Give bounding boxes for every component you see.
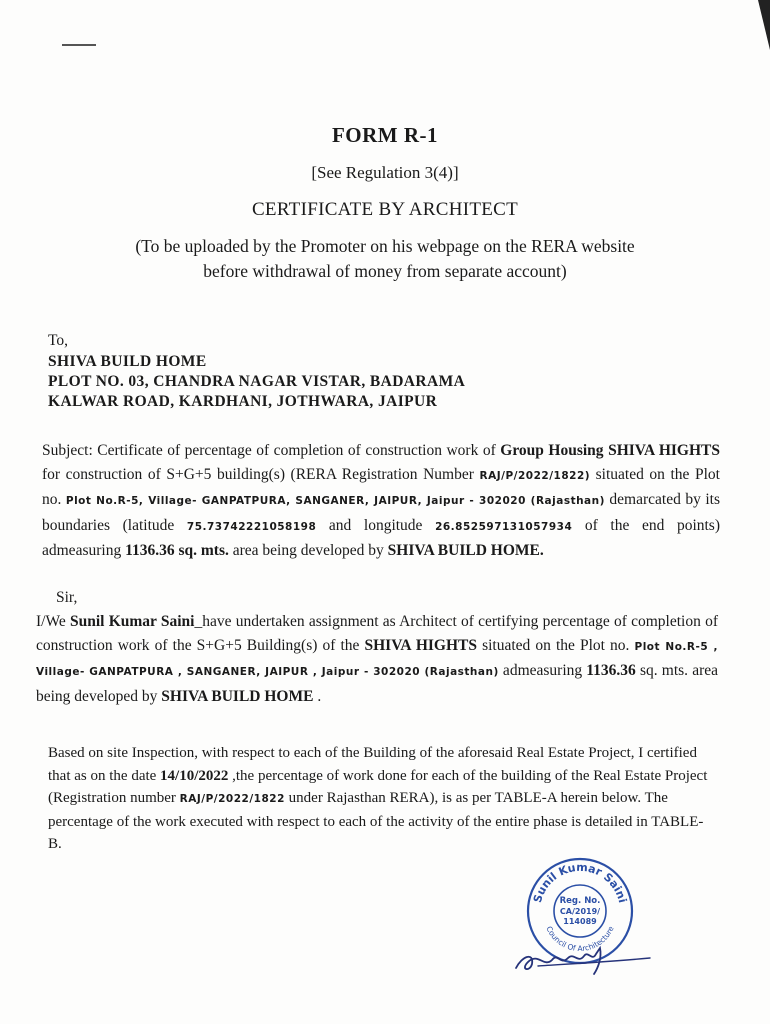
body-text: _have undertaken assignment as Architect of certifying percentage of completion of construction work of the S+G+5 Building(s) of the <box>36 613 719 654</box>
inspection-date: 14/10/2022 <box>160 767 229 784</box>
regulation-reference: [See Regulation 3(4)] <box>311 163 459 182</box>
project-type: Group Housing <box>500 442 604 459</box>
form-title: FORM R-1 <box>331 123 439 147</box>
instruction-line-1: (To be uploaded by the Promoter on his webpage on the RERA website <box>135 236 635 256</box>
seal-reg-number-2: 114089 <box>563 917 597 926</box>
latitude-value: 75.73742221058198 <box>186 520 317 533</box>
subject-paragraph <box>42 439 720 563</box>
seal-reg-label: Reg. No. <box>559 896 601 906</box>
subject-text: Subject: Certificate of percentage of completion of construction work of <box>42 442 501 459</box>
project-name: SHIVA HIGHTS <box>364 636 477 654</box>
subject-text: for construction of S+G+5 building(s) (RERA Registration Number <box>42 465 480 483</box>
subject-text: situated on the Plot no. <box>42 465 720 508</box>
developer-name: SHIVA BUILD HOME <box>161 687 314 705</box>
body-text: I/We <box>36 613 70 630</box>
rera-registration-number: RAJ/P/2022/1822 <box>179 793 285 805</box>
body-text: admeasuring <box>498 662 587 679</box>
architect-name: Sunil Kumar Saini <box>69 613 195 630</box>
longitude-value: 26.852597131057934 <box>435 520 573 533</box>
subject-text: area being developed by <box>228 542 388 559</box>
certificate-title: CERTIFICATE BY ARCHITECT <box>251 199 519 220</box>
architect-signature <box>508 938 658 978</box>
addressee-line-1: PLOT NO. 03, CHANDRA NAGAR VISTAR, BADARAMA <box>48 373 466 390</box>
inspection-text: Based on site Inspection, with respect to each of the Building of the aforesaid Real Estate Project, I certified that as on the date <box>48 745 697 784</box>
body-text: . <box>313 687 322 705</box>
addressee-name: SHIVA BUILD HOME <box>48 353 207 370</box>
assignment-paragraph <box>36 610 718 708</box>
seal-ring-bottom-text: Council Of Architecture <box>544 924 616 954</box>
plot-detail: Plot No.R-5, Village- GANPATPURA, SANGANER, JAIPUR, Jaipur - 302020 (Rajasthan) <box>65 495 605 507</box>
seal-reg-number-1: CA/2019/ <box>559 907 601 916</box>
seal-ring-top-text: Sunil Kumar Saini <box>530 860 630 905</box>
to-label: To, <box>48 332 69 349</box>
body-text: situated on the Plot no. <box>477 636 635 654</box>
rera-registration-number: RAJ/P/2022/1822) <box>479 469 591 482</box>
subject-text: demarcated by its boundaries (latitude <box>42 491 720 534</box>
subject-text: of the end points) admeasuring <box>42 516 721 559</box>
inspection-text: ,the percentage of work done for each of the building of the Real Estate Project (Registration number <box>48 767 708 806</box>
scan-corner-mark <box>730 0 770 50</box>
area-value: 1136.36 <box>586 662 636 679</box>
subject-text: and longitude <box>316 516 436 534</box>
inspection-paragraph <box>48 742 710 856</box>
plot-detail: Plot No.R-5 , Village- GANPATPURA , SANGANER, JAIPUR , Jaipur - 302020 (Rajasthan) <box>36 640 718 678</box>
scan-artifact-dash <box>62 44 96 46</box>
inspection-text: under Rajasthan RERA), is as per TABLE-A herein below. The percentage of the work executed with respect to each of the activity of the entire phase is detailed in TABLE-B. <box>48 790 704 852</box>
instruction-line-2: before withdrawal of money from separate account) <box>203 261 567 281</box>
developer-name: SHIVA BUILD HOME. <box>387 542 544 559</box>
project-name: SHIVA HIGHTS <box>608 442 720 459</box>
salutation: Sir, <box>56 589 78 606</box>
body-text: sq. mts. area being developed by <box>36 662 718 705</box>
addressee-block <box>48 332 465 411</box>
area-value: 1136.36 sq. mts. <box>125 542 229 559</box>
addressee-line-2: KALWAR ROAD, KARDHANI, JOTHWARA, JAIPUR <box>48 393 438 410</box>
